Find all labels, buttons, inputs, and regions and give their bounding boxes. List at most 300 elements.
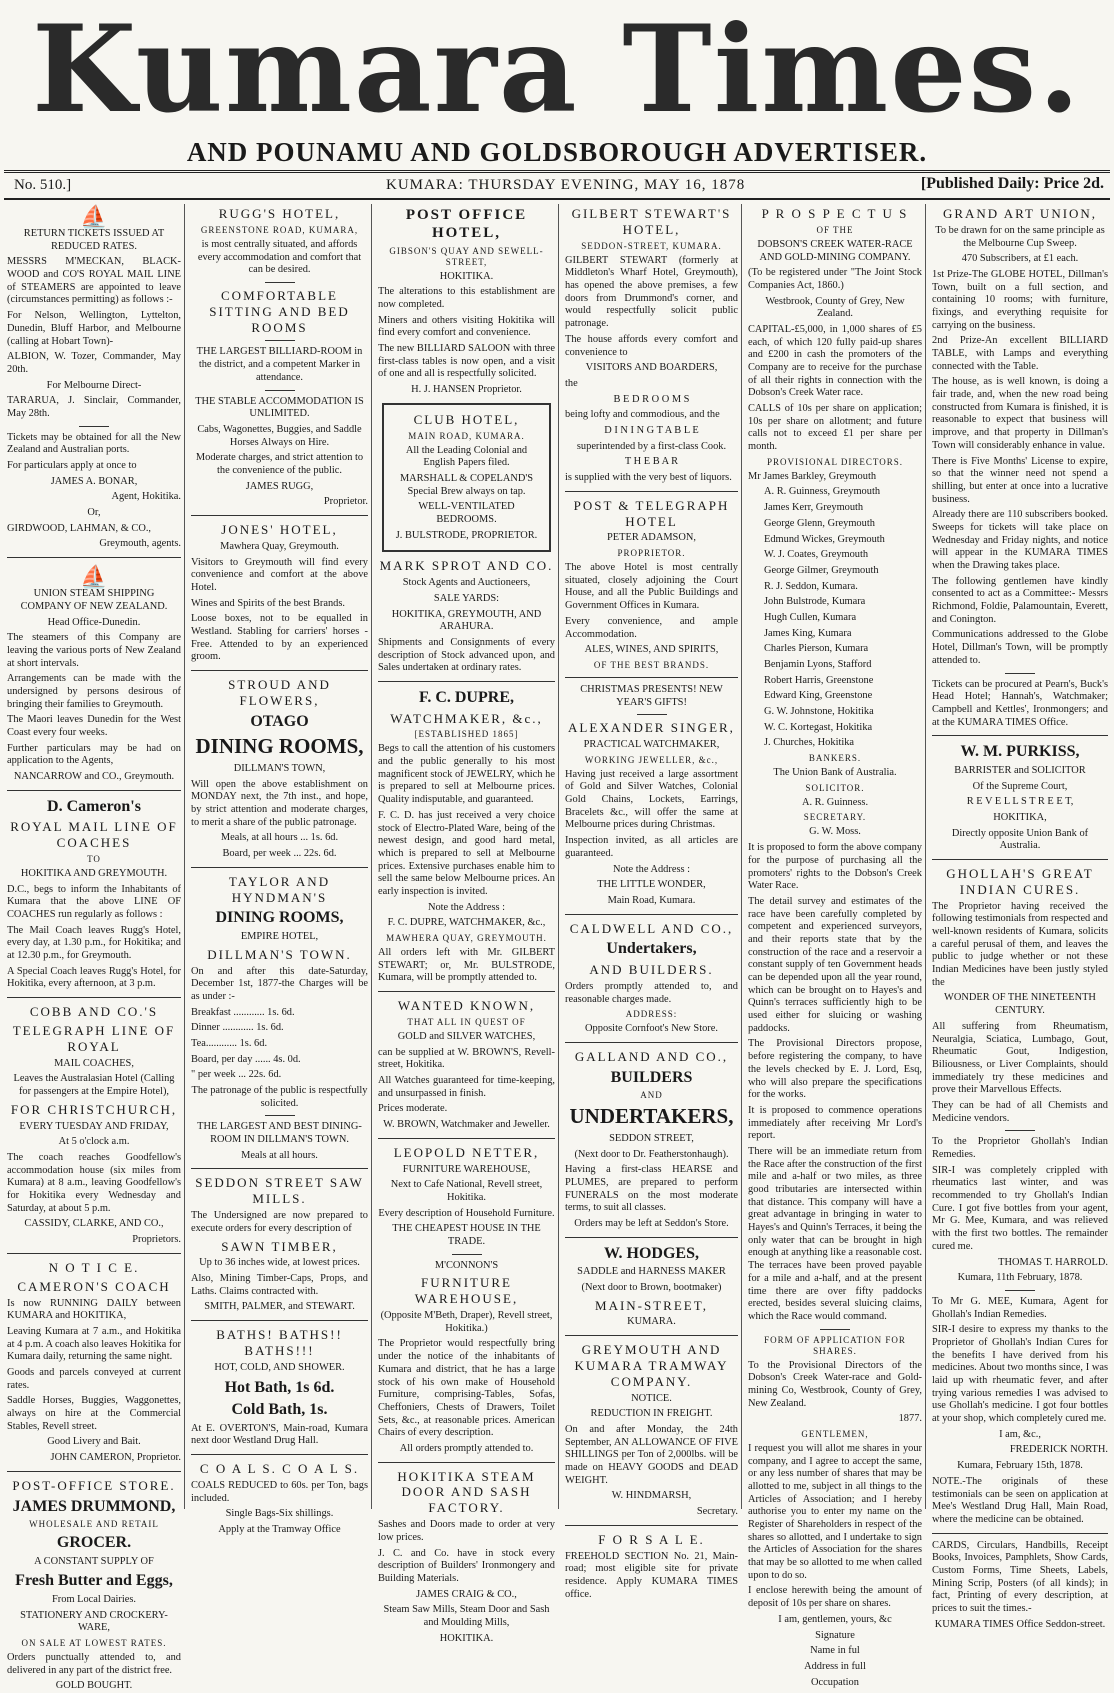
col2-text: DILLMAN'S TOWN. [207, 946, 352, 962]
col5-text: OF THE [816, 224, 854, 235]
column-rule [925, 204, 926, 1509]
col5-text: DOBSON'S CREEK WATER-RACE AND GOLD-MINING COMPANY. [757, 238, 913, 263]
col1-text: The coach reaches Goodfellow's accommodation house (six miles from Kumara) at 8 a.m., leaving Goodfellow's for Hokitika every Wednesday and Saturday, at about 5 p.m. [7, 1152, 181, 1214]
col1-text: Arrangements can be made with the undersigned by persons desirous of bringing their families to Greymouth. [7, 673, 181, 710]
col1-text: Saddle Horses, Buggies, Waggonettes, always on hire at the Commercial Stables, Revell street. [7, 1395, 181, 1432]
col2-text: Also, Mining Timber-Caps, Props, and Laths. Claims contracted with. [191, 1273, 368, 1297]
col1-heading: Fresh Butter and Eggs, [15, 1572, 173, 1590]
column-rule [184, 204, 185, 1509]
col4-text: superintended by a first-class Cook. [576, 440, 727, 452]
masthead-subtitle: AND POUNAMU AND GOLDSBOROUGH ADVERTISER. [186, 137, 928, 167]
col1-text: D.C., begs to inform the Inhabitants of Kumara that the above LINE OF COACHES run regularly as follows : [7, 883, 181, 921]
col4-text: PRACTICAL WATCHMAKER, [583, 739, 720, 751]
col3-text: HOKITIKA STEAM DOOR AND SASH FACTORY. [397, 1468, 536, 1516]
col4-text: REDUCTION IN FREIGHT. [590, 1408, 713, 1420]
col5-text: Signature [815, 1629, 855, 1641]
col3-text: Every description of Household Furniture. [378, 1207, 555, 1219]
col1-text: Good Livery and Bait. [47, 1436, 141, 1448]
col1-text: Is now RUNNING DAILY between KUMARA and HOKITIKA, [7, 1297, 181, 1322]
col6-text: KUMARA TIMES Office Seddon-street. [934, 1618, 1106, 1630]
col1-text: UNION STEAM SHIPPING COMPANY OF NEW ZEALAND. [20, 588, 168, 612]
col5-text: SOLICITOR. [805, 782, 865, 793]
col3-text: Miners and others visiting Hokitika will find every comfort and convenience. [378, 314, 555, 339]
col6-text: BARRISTER and SOLICITOR [954, 764, 1086, 776]
col2-text: Board, per day ...... 4s. 0d. [191, 1053, 301, 1065]
col4-text: VISITORS AND BOARDERS, [585, 362, 718, 374]
col3-text: All the Leading Colonial and English Papers filed. [405, 444, 528, 469]
col3-text: FURNITURE WAREHOUSE, [414, 1275, 519, 1307]
col1-text: ROYAL MAIL LINE OF COACHES [10, 819, 178, 851]
col2-text: THE LARGEST BILLIARD-ROOM in the district, and a competent Marker in attendance. [196, 346, 363, 383]
col3-text: Sashes and Doors made to order at very low prices. [378, 1519, 555, 1543]
col5-text: I am, gentlemen, yours, &c [778, 1613, 892, 1625]
col2-text: THE STABLE ACCOMMODATION IS UNLIMITED. [195, 395, 364, 420]
col1-text: JAMES A. BONAR, [50, 475, 138, 487]
col5-text: Name in ful [810, 1645, 860, 1657]
col1-text: NANCARROW and CO., Greymouth. [13, 771, 175, 783]
col4-text: being lofty and commodious, and the [565, 409, 720, 421]
col1-text: Or, [87, 507, 101, 519]
col2-heading: DINING ROOMS, [195, 734, 364, 759]
col1-text: For Melbourne Direct- [46, 379, 142, 391]
col5-text: Edward King, Greenstone [764, 690, 873, 702]
col3-text: F. C. DUPRE, WATCHMAKER, &c., [387, 917, 546, 929]
col2-text: Visitors to Greymouth will find every convenience and comfort at the above Hotel. [191, 556, 368, 593]
col2-text: Board, per week ... 22s. 6d. [222, 848, 337, 860]
col5-text: CAPITAL-£5,000, in 1,000 shares of £5 each, of which 120 fully paid-up shares and £200 in cash the promoters of the Company are to receive for the purchase of all their rights in connection with the Dobson's Creek Water race. [748, 323, 922, 399]
col5-text: G. W. Johnstone, Hokitika [764, 706, 874, 718]
col4-text: Having just received a large assortment of Gold and Silver Watches, Colonial Gold Chains, Lockets, Earrings, Bracelets &c., will offer the same at Melbourne prices during Christmas. [565, 768, 738, 831]
column-rule [371, 204, 372, 1509]
col2-text: C O A L S. C O A L S. [199, 1460, 360, 1476]
col4-heading: UNDERTAKERS, [569, 1104, 734, 1129]
col1-text: The Maori leaves Dunedin for the West Coast every four weeks. [7, 714, 181, 738]
col4-text: is supplied with the very best of liquors. [565, 472, 732, 483]
col2-text: The patronage of the public is respectfully solicited. [191, 1085, 368, 1109]
col5-text: FORM OF APPLICATION FOR SHARES. [764, 1334, 906, 1356]
col3-text: Begs to call the attention of his customers and the public generally to his most magnificent stock of JEWELRY, which he is prepared to sell at Melbourne prices. Quality indisputable, and guaranteed. [378, 743, 555, 806]
col6-text: 2nd Prize-An excellent BILLIARD TABLE, with Lamps and everything connected with the Table. [932, 335, 1108, 372]
price-notice: [Published Daily: Price 2d. [920, 175, 1104, 192]
col4-text: the [565, 377, 578, 389]
col3-text: JAMES CRAIG & CO., [416, 1588, 517, 1600]
col4-text: The above Hotel is most centrally situated, closely adjoining the Court House, and all the Public Buildings and Government Offices in Kumara. [565, 562, 738, 612]
col2-text: " per week ... 22s. 6d. [191, 1069, 282, 1081]
col1-text: HOKITIKA AND GREYMOUTH. [20, 867, 168, 879]
col5-text: Address in full [804, 1660, 866, 1672]
col1-text: The steamers of this Company are leaving the various ports of New Zealand at short intervals. [7, 632, 181, 669]
col4-text: Having a first-class HEARSE and PLUMES, are prepared to perform FUNERALS on the most moderate terms, to suit all classes. [565, 1164, 738, 1214]
col6-text: 470 Subscribers, at £1 each. [961, 253, 1079, 265]
col4-text: Note the Address : [612, 863, 691, 875]
col5-text: (To be registered under "The Joint Stock Companies Act, 1860.) [748, 267, 922, 291]
col2-text: Tea............ 1s. 6d. [191, 1037, 268, 1049]
col6-text: The house, as is well known, is doing a fair trade, and, when the new road being constructed from Kumara is finished, it is reasonable to expect that business will improve, and that property in Dillman's Town will considerably enhance in value. [932, 376, 1108, 451]
col2-text: EMPIRE HOTEL, [240, 930, 319, 942]
col2-heading: Cold Bath, 1s. [231, 1401, 328, 1419]
col4-text: WORKING JEWELLER, &c., [584, 754, 719, 765]
col1-text: Leaves the Australasian Hotel (Calling for passengers at the Empire Hotel), [13, 1073, 175, 1098]
col3-text: WELL-VENTILATED BEDROOMS. [418, 501, 515, 525]
col4-text: ALEXANDER SINGER, [568, 720, 735, 736]
col3-text: (Opposite M'Beth, Draper), Revell street, Hokitika.) [380, 1310, 553, 1334]
col5-text: It is proposed to commence operations immediately after receiving Mr Lord's report. [748, 1104, 922, 1142]
col4-text: GREYMOUTH AND KUMARA TRAMWAY COMPANY. [574, 1342, 729, 1389]
col3-text: F. C. D. has just received a very choice stock of Electro-Plated Ware, being of the newest design, and good hard metal, which is prepared to sell at Melbourne prices. Extensive purchases enable him to sell the same below Melbourne prices. An early inspection is invited. [378, 809, 555, 897]
col2-text: Moderate charges, and strict attention to the convenience of the public. [195, 452, 364, 476]
col5-text: P R O S P E C T U S [761, 206, 909, 221]
col1-text: A Special Coach leaves Rugg's Hotel, for Hokitika, every afternoon, at 3 p.m. [7, 965, 181, 990]
col2-text: Dinner ............ 1s. 6d. [191, 1022, 284, 1034]
col2-text: DILLMAN'S TOWN, [233, 762, 326, 774]
col3-text: GIBSON'S QUAY AND SEWELL-STREET, [389, 245, 544, 267]
column-6 [929, 204, 1111, 1630]
col4-text: GILBERT STEWART'S HOTEL, [571, 206, 732, 237]
col1-text: CASSIDY, CLARKE, AND CO., [24, 1218, 164, 1230]
col6-text: Tickets can be procured at Pearn's, Buck's Head Hotel; Hannah's, Watchmaker; Campbell and Kettles', Ironmongers; and at the KUMARA TIMES Office. [932, 678, 1108, 728]
header-rule [4, 170, 1110, 173]
col6-text: They can be had of all Chemists and Medicine vendors. [932, 1099, 1108, 1124]
issue-number: No. 510.] [14, 177, 72, 193]
col4-text: SADDLE and HARNESS MAKER [577, 1266, 726, 1278]
col3-text: HOKITIKA, GREYMOUTH, AND ARAHURA. [391, 608, 542, 633]
col4-text: Orders may be left at Seddon's Store. [574, 1217, 729, 1229]
col5-text: A. R. Guinness, Greymouth [764, 486, 881, 498]
col3-text: MARSHALL & COPELAND'S Special Brew always on tap. [399, 472, 534, 497]
col1-text: WHOLESALE AND RETAIL [29, 1519, 159, 1530]
col6-text: The following gentlemen have kindly consented to act as a Committee:- Messrs Richmond, Foldie, Palamountain, Everett, and Conington. [932, 575, 1108, 625]
col5-text: George Glenn, Greymouth [764, 517, 875, 529]
col6-heading: W. M. PURKISS, [960, 743, 1080, 761]
col4-text: ADDRESS: [625, 1009, 678, 1020]
col5-text: R. J. Seddon, Kumara. [764, 580, 858, 592]
col5-text: G. W. Moss. [809, 826, 861, 838]
col2-text: Cabs, Wagonettes, Buggies, and Saddle Horses Always on Hire. [197, 423, 362, 448]
col4-text: The house affords every comfort and convenience to [565, 333, 738, 358]
col2-heading: OTAGO [250, 712, 309, 730]
col6-text: The Proprietor having received the following testimonials from respected and well-known residents of Kumara, solicits a careful perusal of them, and leaves the public to judge whether or not these Indian Medicines have been justly styled the [932, 900, 1108, 988]
col3-text: WATCHMAKER, &c., [390, 710, 543, 726]
col6-text: SIR-I desire to express my thanks to the Proprietor of Ghollah's Indian Cures for the benefits I have derived from his medicines. About two months since, I was laid up with rheumatic fever, and after trying various remedies I was advised to use Ghollah's medicine. I got four bottles at your shop, which completely cured me. [932, 1324, 1108, 1425]
col3-text: Next to Cafe National, Revell street, Hokitika. [390, 1179, 543, 1203]
col2-text: Will open the above establishment on MONDAY next, the 7th inst., and hope, by strict attention and moderate charges, to merit a share of the public patronage. [191, 778, 368, 828]
col6-text: Communications addressed to the Globe Hotel, Dillman's Town, will be promptly attended to. [932, 629, 1108, 666]
col2-text: At E. OVERTON'S, Main-road, Kumara next door Westland Drug Hall. [191, 1422, 368, 1447]
col6-text: HOKITIKA, [993, 811, 1047, 823]
col4-text: SEDDON-STREET, KUMARA. [581, 240, 722, 251]
col4-text: On and after Monday, the 24th September, AN ALLOWANCE OF FIVE SHILLINGS per Ton of 2,000lbs. will be made on HEAVY GOODS and DEAD WEIGHT. [565, 1424, 738, 1486]
col4-text: MAIN-STREET, [595, 1297, 708, 1313]
col2-text: TAYLOR AND HYNDMAN'S [228, 873, 331, 905]
col3-text: WANTED KNOWN, [397, 998, 536, 1014]
col5-text: 1877. [898, 1413, 922, 1425]
col6-text: WONDER OF THE NINETEENTH CENTURY. [944, 992, 1096, 1017]
col2-heading: Hot Bath, 1s 6d. [224, 1378, 335, 1396]
col2-text: Proprietor. [323, 496, 368, 508]
col2-text: SAWN TIMBER, [221, 1238, 338, 1254]
col3-text: W. BROWN, Watchmaker and Jeweller. [383, 1118, 550, 1130]
col3-text: LEOPOLD NETTER, [393, 1144, 540, 1160]
col2-text: Up to 36 inches wide, at lowest prices. [199, 1257, 360, 1269]
col1-text: For Nelson, Wellington, Lyttelton, Dunedin, Bluff Harbor, and Melbourne (calling at Hobart Town)- [7, 310, 181, 347]
col4-text: NOTICE. [631, 1392, 672, 1404]
col2-text: JONES' HOTEL, [221, 522, 338, 538]
col6-text: NOTE.-The originals of these testimonials can be seen on application at Mee's Westland Drug Hall, Main Road, where the medicine can be obtained. [932, 1475, 1108, 1525]
col5-text: Benjamin Lyons, Stafford [764, 659, 872, 671]
col4-text: F O R S A L E. [598, 1531, 705, 1547]
col5-text: W. J. Coates, Greymouth [764, 549, 869, 561]
col1-text: ALBION, W. Tozer, Commander, May 20th. [7, 351, 181, 375]
col4-text: B E D R O O M S [613, 393, 690, 405]
col4-heading: W. HODGES, [604, 1244, 699, 1262]
column-1 [4, 204, 184, 1692]
col6-text: Kumara, 11th February, 1878. [957, 1272, 1083, 1284]
col5-text: CALLS of 10s per share on application; 10s per share on allotment; and future calls not to exceed £1 per share per month. [748, 403, 922, 453]
col4-text: ALES, WINES, AND SPIRITS, [584, 644, 719, 656]
col6-text: SIR-I was completely crippled with rheumatics last winter, and was recommended to try Ghollah's Indian Cure. I got five bottles from your agent, Mr G. Mee, Kumara, and was relieved with the first two bottles. The remainder cured me. [932, 1164, 1108, 1252]
col4-text: THE LITTLE WONDER, [597, 879, 706, 891]
col2-text: Apply at the Tramway Office [218, 1523, 341, 1535]
column-2 [188, 204, 371, 1535]
col2-text: STROUD AND FLOWERS, [228, 677, 331, 708]
col1-text: MESSRS M'MECKAN, BLACK-WOOD and CO'S ROYAL MAIL LINE of STEAMERS are appointed to leave (circumstances permitting) as follows :- [7, 256, 181, 306]
col5-text: I request you will allot me shares in your company, and I agree to accept the same, or any less number of shares that may be allotted to me, subject in all things to the Articles of Association; and I hereby authorise you to enter my name on the Register of Shareholders in respect of the shares so allotted, and I undertake to sign the Articles of Association for the shares that may be so allotted to me when called upon to do so. [748, 1442, 922, 1581]
col6-text: FREDERICK NORTH. [1009, 1444, 1108, 1456]
club-hotel-box [382, 403, 551, 553]
col4-text: SEDDON STREET, [609, 1132, 694, 1144]
col5-text: W. C. Kortegast, Hokitika [764, 721, 873, 733]
col5-text: James King, Kumara [764, 627, 852, 639]
col6-text: To the Proprietor Ghollah's Indian Remedies. [932, 1136, 1108, 1161]
col5-text: Edmund Wickes, Greymouth [764, 533, 885, 545]
col5-text: Occupation [811, 1676, 859, 1688]
col3-text: All orders promptly attended to. [399, 1442, 534, 1454]
col3-text: Steam Saw Mills, Steam Door and Sash and Moulding Mills, [383, 1604, 550, 1629]
col3-text: The Proprietor would respectfully bring under the notice of the inhabitants of Kumara and district, that he has a large stock of his own make of Household Furniture, comprising-Tables, Sofas, Cheffoniers, Chests of Drawers, Toilet Sets, &c., at reasonable prices. American Chairs of every description. [378, 1338, 555, 1439]
col2-text: is most centrally situated, and affords every accommodation and comfort that can be desired. [197, 238, 362, 276]
col4-text: Orders promptly attended to, and reasonable charges made. [565, 980, 738, 1005]
col2-text: Breakfast ............ 1s. 6d. [191, 1006, 295, 1018]
ship-icon: ⛵ [80, 564, 108, 590]
col4-text: AND [640, 1090, 663, 1101]
col5-text: The Provisional Directors propose, before registering the company, to have the levels checked by E. J. Lord, Esq, who will also prepare the specifications for the works. [748, 1038, 922, 1101]
col1-text: POST-OFFICE STORE. [12, 1477, 176, 1493]
col2-text: GREENSTONE ROAD, KUMARA, [200, 224, 359, 235]
col5-text: SECRETARY. [803, 812, 867, 823]
col4-text: (Next door to Brown, bootmaker) [581, 1281, 722, 1293]
col1-text: STATIONERY AND CROCKERY-WARE, [20, 1609, 168, 1634]
col1-heading: GROCER. [56, 1534, 132, 1552]
col6-text: To be drawn for on the same principle as the Melbourne Cup Sweep. [935, 224, 1105, 249]
masthead-title: Kumara Times. [32, 0, 1082, 140]
col5-text: To the Provisional Directors of the Dobson's Creek Water-race and Gold-mining Co, Westbrook, County of Grey, New Zealand. [748, 1359, 922, 1409]
col2-text: Mawhera Quay, Greymouth. [220, 540, 339, 552]
col5-text: George Gilmer, Greymouth [764, 564, 879, 576]
col2-text: RUGG'S HOTEL, [218, 206, 341, 221]
col3-text: All Watches guaranteed for time-keeping, and unsurpassed in finish. [378, 1074, 555, 1099]
col6-text: I am, &c., [999, 1428, 1041, 1440]
col6-text: To Mr G. MEE, Kumara, Agent for Ghollah's Indian Remedies. [932, 1295, 1108, 1320]
col1-text: Leaving Kumara at 7 a.m., and Hokitika at 4 p.m. A coach also leaves Hokitika for Kumara daily, returning the same night. [7, 1325, 181, 1363]
col5-text: James Kerr, Greymouth [764, 502, 864, 514]
col3-text: J. C. and Co. have in stock every description of Builders' Ironmongery and Building Materials. [378, 1547, 555, 1584]
col1-text: Goods and parcels conveyed at current rates. [7, 1366, 181, 1391]
col1-text: ON SALE AT LOWEST RATES. [21, 1637, 167, 1648]
col3-text: MAIN ROAD, KUMARA. [408, 430, 525, 441]
col5-text: Charles Pierson, Kumara [764, 643, 869, 655]
col1-heading: JAMES DRUMMOND, [12, 1497, 176, 1515]
col4-text: PETER ADAMSON, [607, 532, 696, 544]
col6-text: Kumara, February 15th, 1878. [957, 1460, 1083, 1472]
col3-text: MARK SPROT AND CO. [379, 558, 554, 574]
col6-text: Directly opposite Union Bank of Australia. [951, 827, 1089, 852]
col2-text: Wines and Spirits of the best Brands. [191, 597, 345, 609]
col6-text: Of the Supreme Court, [972, 780, 1068, 792]
col1-text: FOR CHRISTCHURCH, [10, 1101, 178, 1117]
col1-text: EVERY TUESDAY AND FRIDAY, [19, 1120, 169, 1132]
col3-text: The alterations to this establishment are now completed. [378, 286, 555, 310]
col6-text: 1st Prize-The GLOBE HOTEL, Dillman's Town, built on a full section, and containing 10 rooms; with furniture, fixings, and everything requisite for carrying on the business. [932, 268, 1108, 331]
col3-text: All orders left with Mr. GILBERT STEWART; or, Mr. BULSTRODE, Kumara, will be promptly attended to. [378, 946, 555, 984]
col2-heading: DINING ROOMS, [215, 909, 344, 927]
col3-text: Shipments and Consignments of every description of Stock advanced upon, and Sales undertaken at ordinary rates. [378, 636, 555, 674]
col4-text: KUMARA. [627, 1316, 676, 1328]
col2-text: COALS REDUCED to 60s. per Ton, bags included. [191, 1479, 368, 1504]
col2-text: The Undersigned are now prepared to execute orders for every description of [191, 1210, 368, 1234]
col3-text: SALE YARDS: [433, 592, 500, 604]
col4-text: GALLAND AND CO., [574, 1048, 729, 1064]
col3-text: GOLD and SILVER WATCHES, [397, 1030, 536, 1042]
col3-text: [ESTABLISHED 1865] [414, 729, 519, 740]
col3-text: HOKITIKA. [439, 1632, 494, 1644]
col6-text: GHOLLAH'S GREAT INDIAN CURES. [946, 865, 1094, 897]
col3-heading: F. C. DUPRE, [419, 689, 514, 707]
col3-text: Prices moderate. [378, 1103, 448, 1115]
col2-text: COMFORTABLE SITTING AND BED ROOMS [209, 287, 350, 335]
col3-text: THAT ALL IN QUEST OF [407, 1016, 526, 1027]
col5-text: Hugh Cullen, Kumara [764, 611, 857, 623]
col5-text: Robert Harris, Greenstone [764, 674, 874, 686]
col1-text: GIRDWOOD, LAHMAN, & CO., [7, 522, 152, 534]
col6-text: GRAND ART UNION, [942, 206, 1098, 221]
col5-text: It is proposed to form the above company for the purpose of purchasing all the promoters' rights to the Dobson's Creek Water Race. [748, 842, 922, 892]
col3-text: can be supplied at W. BROWN'S, Revell-street, Hokitika. [378, 1046, 555, 1071]
col2-text: Single Bags-Six shillings. [225, 1508, 334, 1520]
col1-text: For particulars apply at once to [7, 460, 137, 471]
col1-text: Orders punctually attended to, and delivered in any part of the district free. [7, 1651, 181, 1676]
col6-text: Already there are 110 subscribers booked. Sweeps for tickets will take place on Wednesday and Friday nights, and notice will appear in the KUMARA TIMES when the Drawing takes place. [932, 509, 1108, 572]
col3-text: FURNITURE WAREHOUSE, [402, 1163, 531, 1175]
col4-text: D I N I N G T A B L E [604, 424, 699, 436]
col2-text: SMITH, PALMER, and STEWART. [204, 1301, 355, 1313]
column-4 [562, 204, 741, 1600]
col5-text: GENTLEMEN, [801, 1428, 869, 1439]
col1-text: Tickets may be obtained for all the New Zealand and Australian ports. [7, 431, 181, 456]
col3-text: J. BULSTRODE, PROPRIETOR. [395, 529, 538, 541]
col4-text: Opposite Cornfoot's New Store. [585, 1023, 718, 1035]
col4-text: FREEHOLD SECTION No. 21, Main-road; most eligible site for private residence. Apply KUMARA TIMES office. [565, 1550, 738, 1600]
col2-text: THE LARGEST AND BEST DINING-ROOM IN DILLMAN'S TOWN. [197, 1121, 362, 1146]
col4-text: Every convenience, and ample Accommodation. [565, 615, 738, 640]
col5-text: PROVISIONAL DIRECTORS. [766, 456, 903, 467]
col3-text: Stock Agents and Auctioneers, [402, 577, 531, 589]
col3-text: HOKITIKA. [439, 270, 494, 282]
col6-text: There is Five Months' License to expire, so that the winner need not spend a shilling, but enter at once into a lucrative business. [932, 455, 1108, 505]
column-3 [375, 204, 558, 1644]
col1-text: From Local Dairies. [52, 1593, 136, 1605]
col4-text: Main Road, Kumara. [607, 894, 696, 906]
col1-text: GOLD BOUGHT. [55, 1680, 133, 1692]
col5-text: The Union Bank of Australia. [773, 767, 897, 779]
col4-text: CALDWELL AND CO., [569, 920, 734, 936]
col6-text: R E V E L L S T R E E T, [966, 796, 1074, 808]
col4-text: POST & TELEGRAPH HOTEL [573, 497, 730, 529]
column-rule [741, 204, 742, 1509]
col1-text: TELEGRAPH LINE OF ROYAL [12, 1023, 176, 1054]
col1-text: The Mail Coach leaves Rugg's Hotel, every day, at 1.30 p.m., for Hokitika; and at 12.30 p.m., for Greymouth. [7, 924, 181, 962]
col3-heading: POST OFFICE HOTEL, [405, 207, 528, 242]
col1-text: N O T I C E. [48, 1259, 140, 1275]
col4-text: W. HINDMARSH, [611, 1490, 692, 1502]
col5-text: J. Churches, Hokitika [764, 737, 855, 749]
col3-text: H. J. HANSEN Proprietor. [411, 384, 522, 396]
col3-text: THE CHEAPEST HOUSE IN THE TRADE. [392, 1223, 541, 1247]
col5-text: Westbrook, County of Grey, New Zealand. [765, 295, 905, 320]
col5-text: John Bulstrode, Kumara [764, 596, 866, 608]
col4-text: GILBERT STEWART (formerly at Middleton's Wharf Hotel, Greymouth), has opened the above premises, a few doors from Drummond's corner, and would respectfully solicit public patronage. [565, 254, 738, 330]
col1-text: COBB AND CO.'S [29, 1004, 159, 1020]
col2-text: HOT, COLD, AND SHOWER. [214, 1361, 345, 1373]
col5-text: There will be an immediate return from the Race after the construction of the first mile and a-half or two miles, as three good tributaries are intersected within that distance. This company will have a great advantage in bringing in water to Hayes's and Quinn's Terraces, it being the only water that can be brought in high enough at anything like a reasonable cost. The terraces have been proved payable for a mile and a-half, and at the present time there are over fifty paddocks erected, besides several sluicing claims, which the Race would command. [748, 1145, 922, 1322]
col2-text: SEDDON STREET SAW MILLS. [195, 1175, 364, 1207]
col1-text: TARARUA, J. Sinclair, Commander, May 28th. [7, 395, 181, 419]
col4-text: Inspection invited, as all articles are guaranteed. [565, 835, 738, 859]
col1-text: Proprietors. [132, 1234, 181, 1246]
col4-text: AND BUILDERS. [589, 961, 714, 977]
col2-text: On and after this date-Saturday, December 1st, 1877-the Charges will be as under :- [191, 965, 368, 1002]
col3-text: CLUB HOTEL, [413, 411, 520, 427]
col2-text: BATHS! BATHS!! BATHS!!! [216, 1327, 343, 1359]
col6-text: THOMAS T. HARROLD. [998, 1256, 1108, 1268]
col4-text: OF THE BEST BRANDS. [593, 659, 710, 670]
column-5 [745, 204, 925, 1688]
col3-text: Note the Address : [427, 901, 506, 913]
issue-date: KUMARA: THURSDAY EVENING, MAY 16, 1878 [386, 177, 746, 193]
col1-text: At 5 o'clock a.m. [58, 1136, 130, 1148]
col5-text: BANKERS. [808, 753, 862, 764]
col2-text: Meals at all hours. [241, 1149, 318, 1161]
col4-heading: BUILDERS [610, 1068, 693, 1086]
col3-text: The new BILLIARD SALOON with three first-class tables is now open, and a visit of one and all is respectfully solicited. [378, 342, 555, 380]
col5-text: I enclose herewith being the amount of deposit of 10s per share on shares. [748, 1585, 922, 1610]
col1-text: Head Office-Dunedin. [47, 616, 141, 628]
col4-text: Secretary. [696, 1506, 738, 1518]
col1-text: A CONSTANT SUPPLY OF [34, 1555, 154, 1567]
ship-icon: ⛵ [80, 204, 108, 229]
col5-text: Mr James Barkley, Greymouth [748, 470, 877, 482]
col4-text: (Next door to Dr. Featherstonhaugh). [574, 1148, 729, 1160]
col1-text: JOHN CAMERON, Proprietor. [50, 1452, 181, 1464]
col4-heading: Undertakers, [606, 940, 697, 958]
col3-text: M'CONNON'S [434, 1259, 499, 1271]
col1-text: Further particulars may be had on application to the Agents, [7, 742, 181, 767]
dateline-rule [4, 198, 1110, 200]
col1-text: Agent, Hokitika. [111, 491, 181, 503]
col4-text: CHRISTMAS PRESENTS! NEW YEAR'S GIFTS! [580, 683, 723, 708]
col1-text: TO [87, 853, 101, 864]
col5-text: A. R. Guinness. [801, 796, 869, 808]
dateline [6, 175, 1106, 197]
